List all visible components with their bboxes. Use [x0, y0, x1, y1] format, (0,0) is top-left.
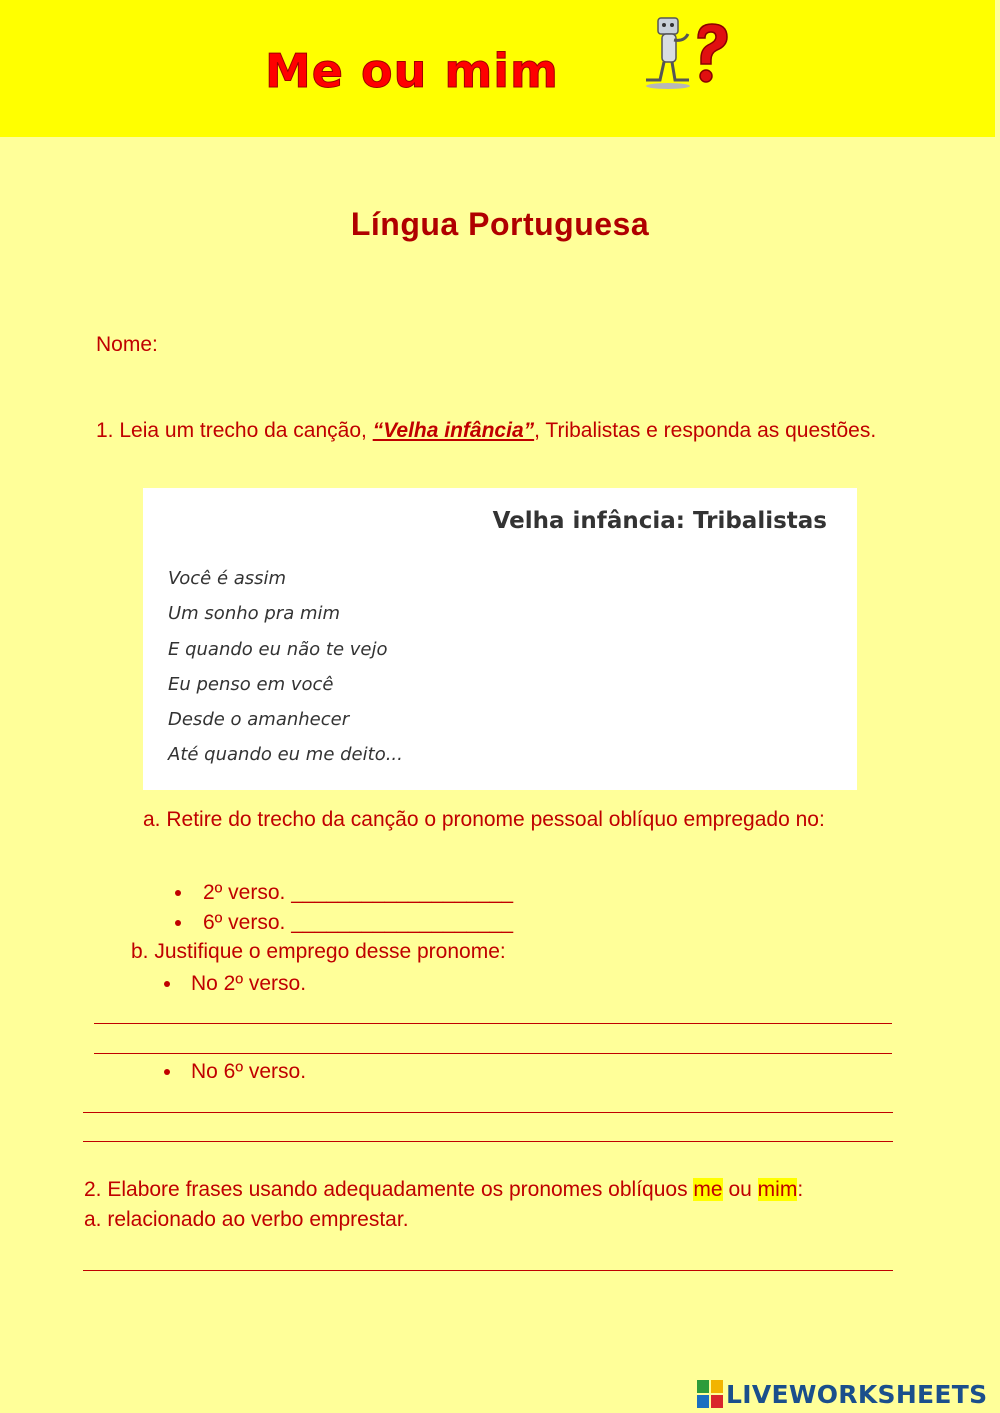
- answer-line[interactable]: [83, 1141, 893, 1142]
- song-title: “Velha infância”: [372, 419, 535, 442]
- answer-line[interactable]: [94, 1053, 892, 1054]
- lyric-line: E quando eu não te vejo: [168, 639, 388, 660]
- lyric-line: Você é assim: [168, 568, 287, 589]
- bullet-dot: [164, 981, 170, 987]
- lyrics-title: Velha infância: Tribalistas: [492, 508, 827, 534]
- worksheet-title: Me ou mim: [265, 44, 559, 98]
- question-1: [96, 416, 904, 445]
- lyric-line: Desde o amanhecer: [168, 709, 350, 730]
- item-a-text: a. Retire do trecho da canção o pronome pessoal oblíquo empregado no:: [143, 808, 825, 831]
- item-b-text: b. Justifique o emprego desse pronome:: [131, 940, 506, 963]
- item-b-verse-2-label: No 2º verso.: [191, 972, 307, 995]
- name-label: Nome:: [96, 333, 158, 356]
- question-1-prefix: 1. Leia um trecho da canção,: [96, 419, 367, 442]
- footer-brand: LIVEWORKSHEETS: [726, 1379, 988, 1409]
- item-a-verse-2-answer[interactable]: 2º verso. ___________________: [203, 881, 514, 904]
- highlight-me: me: [693, 1178, 723, 1201]
- lyric-line: Eu penso em você: [168, 674, 334, 695]
- question-2-colon: :: [797, 1178, 804, 1201]
- question-2-prefix: 2. Elabore frases usando adequadamente os pronomes oblíquos: [84, 1178, 688, 1201]
- bullet-dot: [175, 890, 181, 896]
- question-2: [84, 1175, 803, 1204]
- lyrics-box: [143, 488, 857, 790]
- item-a-verse-6-answer[interactable]: 6º verso. ___________________: [203, 911, 514, 934]
- bullet-dot: [175, 920, 181, 926]
- confused-character-question-mark-icon: [640, 16, 732, 92]
- question-2-item-a: a. relacionado ao verbo emprestar.: [84, 1208, 409, 1231]
- answer-line[interactable]: [83, 1270, 893, 1271]
- question-2-connector: ou: [728, 1178, 752, 1201]
- answer-line[interactable]: [83, 1112, 893, 1113]
- highlight-mim: mim: [757, 1178, 798, 1201]
- lyric-line: Até quando eu me deito...: [168, 744, 403, 765]
- item-b-verse-6-label: No 6º verso.: [191, 1060, 307, 1083]
- liveworksheets-logo-icon: [697, 1380, 723, 1408]
- bullet-dot: [164, 1069, 170, 1075]
- subject-heading: Língua Portuguesa: [350, 206, 650, 242]
- answer-line[interactable]: [94, 1023, 892, 1024]
- header-banner: [0, 0, 995, 137]
- liveworksheets-logo: [697, 1378, 987, 1410]
- question-1-suffix: , Tribalistas e responda as questões.: [534, 419, 877, 442]
- lyric-line: Um sonho pra mim: [168, 603, 341, 624]
